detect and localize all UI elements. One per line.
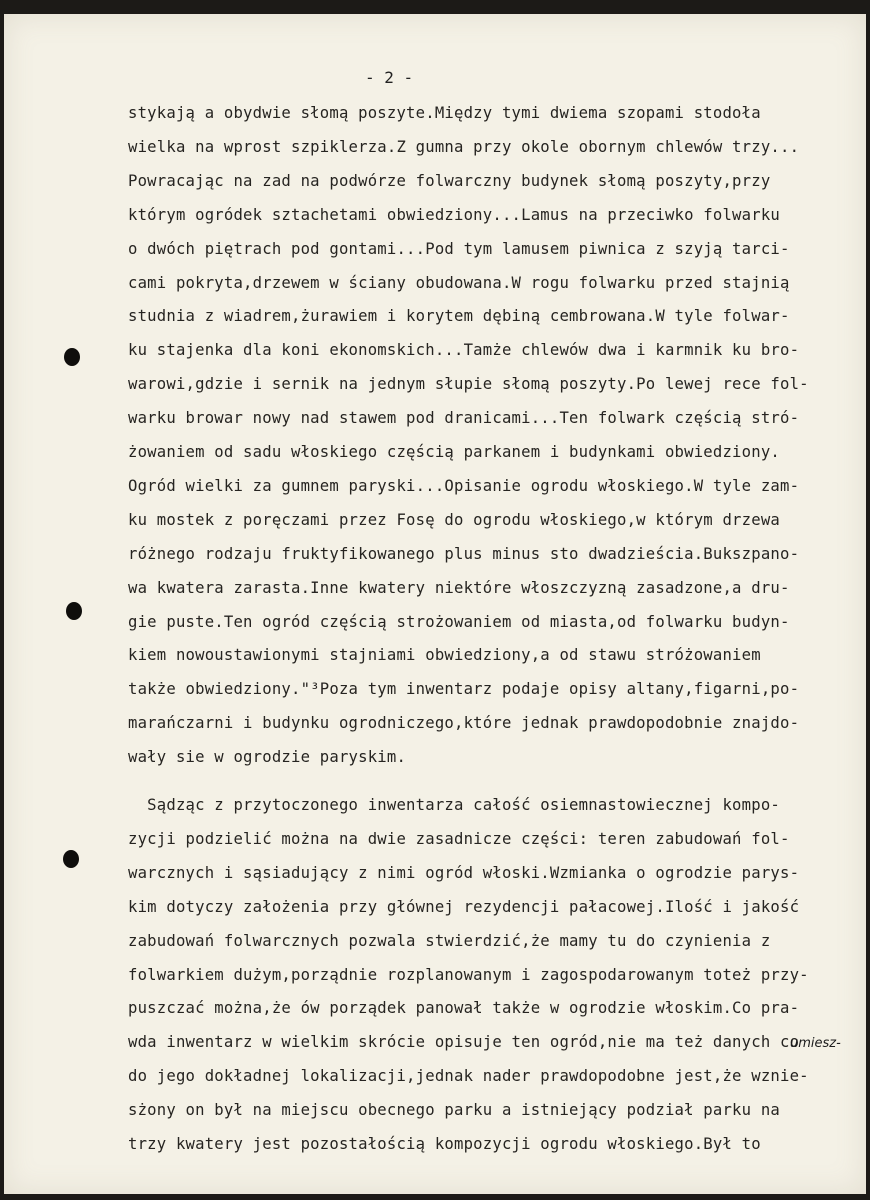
text-line: wielka na wprost szpiklerza.Z gumna przy okole obornym chlewów trzy...: [128, 137, 800, 156]
text-line: Ogród wielki za gumnem paryski...Opisanie ogrodu włoskiego.W tyle zam-: [128, 476, 800, 495]
punch-hole: [63, 850, 79, 868]
text-line: Powracając na zad na podwórze folwarczny budynek słomą poszyty,przy: [128, 171, 771, 190]
text-line: puszczać można,że ów porządek panował także w ogrodzie włoskim.Co pra-: [128, 999, 800, 1018]
text-line: zabudowań folwarcznych pozwala stwierdzić,że mamy tu do czynienia z: [128, 931, 771, 950]
text-line: zycji podzielić można na dwie zasadnicze części: teren zabudowań fol-: [128, 829, 790, 848]
text-line: warku browar nowy nad stawem pod dranicami...Ten folwark częścią stró-: [128, 409, 800, 428]
text-line: studnia z wiadrem,żurawiem i korytem dębiną cembrowana.W tyle folwar-: [128, 307, 790, 326]
page-number: - 2 -: [365, 68, 414, 87]
text-line: gie puste.Ten ogród częścią strożowaniem od miasta,od folwarku budyn-: [128, 612, 790, 631]
text-line: o dwóch piętrach pod gontami...Pod tym lamusem piwnica z szyją tarci-: [128, 239, 790, 258]
text-line: kim dotyczy założenia przy głównej rezydencji pałacowej.Ilość i jakość: [128, 897, 800, 916]
text-line: żowaniem od sadu włoskiego częścią parkanem i budynkami obwiedziony.: [128, 443, 780, 461]
text-line: do jego dokładnej lokalizacji,jednak nader prawdopodobne jest,że wznie-: [128, 1067, 809, 1086]
text-line: warowi,gdzie i sernik na jednym słupie słomą poszyty.Po lewej rece fol-: [128, 375, 809, 394]
text-line: sżony on był na miejscu obecnego parku a istniejący podział parku na: [128, 1101, 780, 1120]
punch-hole: [64, 348, 80, 366]
text-line: Sądząc z przytoczonego inwentarza całość osiemnastowiecznej kompo-: [128, 796, 780, 814]
text-line: warcznych i sąsiadujący z nimi ogród włoski.Wzmianka o ogrodzie parys-: [128, 863, 800, 882]
text-line: folwarkiem dużym,porządnie rozplanowanym i zagospodarowanym toteż przy-: [128, 965, 809, 984]
text-line: trzy kwatery jest pozostałością kompozycji ogrodu włoskiego.Był to: [128, 1135, 761, 1153]
text-line: którym ogródek sztachetami obwiedziony...Lamus na przeciwko folwarku: [128, 205, 780, 224]
text-line: wa kwatera zarasta.Inne kwatery niektóre włoszczyzną zasadzone,a dru-: [128, 578, 790, 597]
text-line: marańczarni i budynku ogrodniczego,które jednak prawdopodobnie znajdo-: [128, 714, 800, 733]
text-line: różnego rodzaju fruktyfikowanego plus minus sto dwadzieścia.Bukszpano-: [128, 544, 800, 563]
text-line: wda inwentarz w wielkim skrócie opisuje ten ogród,nie ma też danych co: [128, 1033, 800, 1052]
text-line: kiem nowoustawionymi stajniami obwiedziony,a od stawu stróżowaniem: [128, 646, 761, 665]
text-line: także obwiedziony."³Poza tym inwentarz podaje opisy altany,figarni,po-: [128, 680, 800, 699]
text-line: stykają a obydwie słomą poszyte.Między tymi dwiema szopami stodoła: [128, 104, 761, 122]
punch-hole: [66, 602, 82, 620]
text-line: ku stajenka dla koni ekonomskich...Tamże chlewów dwa i karmnik ku bro-: [128, 341, 800, 360]
handwritten-correction: umiesz-: [790, 1036, 841, 1051]
text-line: ku mostek z poręczami przez Fosę do ogrodu włoskiego,w którym drzewa: [128, 510, 780, 529]
text-line: cami pokryta,drzewem w ściany obudowana.W rogu folwarku przed stajnią: [128, 273, 790, 292]
text-line: wały sie w ogrodzie paryskim.: [128, 748, 407, 767]
